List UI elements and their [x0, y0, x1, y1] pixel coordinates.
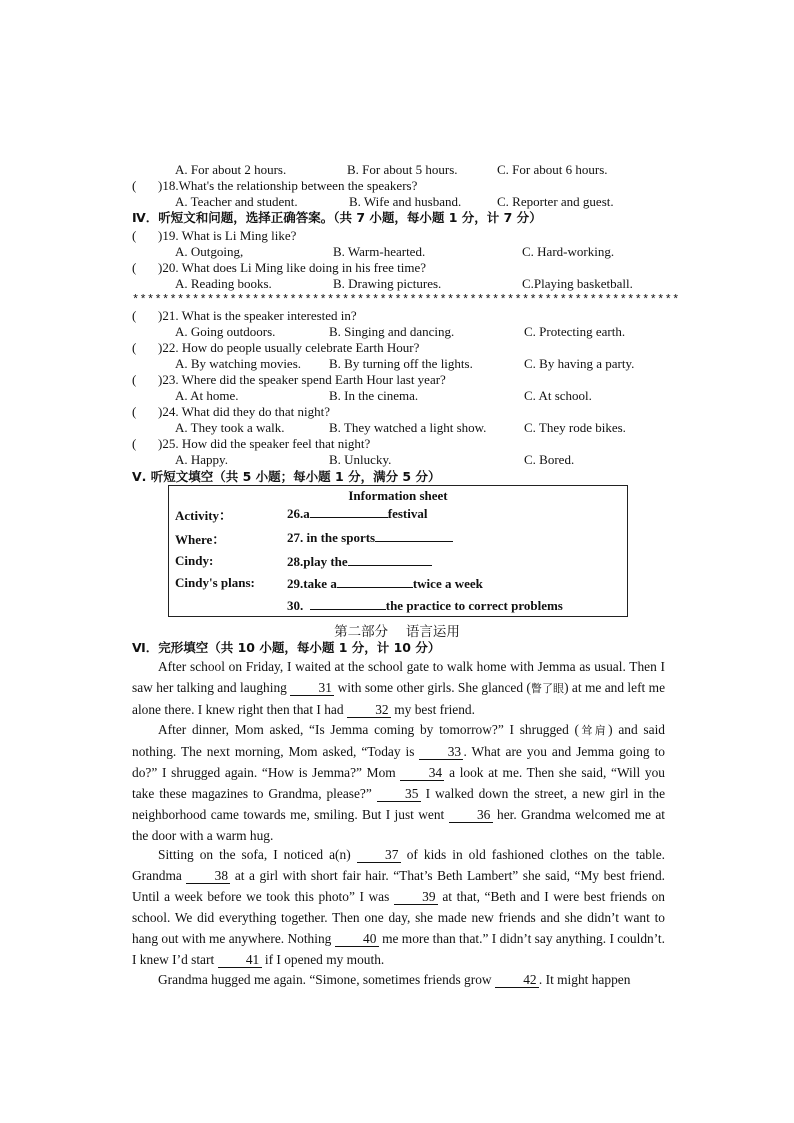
q23-bracket: (	[132, 372, 137, 387]
q20-option-c: C.Playing basketball.	[522, 276, 633, 291]
q23-option-b: B. In the cinema.	[329, 388, 419, 403]
q24-bracket: (	[132, 404, 137, 419]
passage-paragraph-2	[132, 720, 665, 846]
q25-option-c: C. Bored.	[524, 452, 575, 467]
q22-stem: )22. How do people usually celebrate Earth Hour?	[158, 340, 420, 355]
q22-option-a: A. By watching movies.	[175, 356, 302, 371]
q21-option-c: C. Protecting earth.	[524, 324, 626, 339]
q19-option-b: B. Warm-hearted.	[333, 244, 426, 259]
q18-stem: )18.What's the relationship between the speakers?	[158, 178, 418, 193]
info-item-26	[287, 505, 427, 522]
blank-37[interactable]: 37	[357, 848, 401, 863]
q18-option-b: B. Wife and husband.	[349, 194, 462, 209]
q20-option-a: A. Reading books.	[175, 276, 272, 291]
q20-option-b: B. Drawing pictures.	[333, 276, 442, 291]
q19-option-a: A. Outgoing,	[175, 244, 244, 259]
passage-text: at a girl with short fair hair. “That’s Beth Lambert” she said, “My best friend. Until a week before we took this photo” I was	[132, 867, 665, 904]
info-sheet-title: Information sheet	[348, 488, 448, 503]
blank-28[interactable]	[348, 553, 432, 566]
q22-bracket: (	[132, 340, 137, 355]
blank-35[interactable]: 35	[377, 787, 421, 802]
blank-40[interactable]: 40	[335, 932, 379, 947]
q19-bracket: (	[132, 228, 137, 243]
passage-text: . It might happen	[538, 972, 631, 987]
info-label-cindy: Cindy:	[175, 553, 214, 568]
q23-stem: )23. Where did the speaker spend Earth Hour last year?	[158, 372, 446, 387]
blank-32[interactable]: 32	[347, 703, 391, 718]
info-item-28	[287, 553, 432, 570]
q24-option-a: A. They took a walk.	[175, 420, 285, 435]
q24-option-c: C. They rode bikes.	[524, 420, 626, 435]
blank-31[interactable]: 31	[290, 681, 334, 696]
q23-option-c: C. At school.	[524, 388, 592, 403]
passage-text: ) at me and left me alone there. I knew right then that I had	[132, 679, 666, 717]
passage-text: me more than that.” I didn’t say anything. I couldn’t. I knew I’d start	[132, 930, 665, 967]
info-label-activity: Activity：	[175, 508, 233, 523]
q25-stem: )25. How did the speaker feel that night?	[158, 436, 371, 451]
q24-option-b: B. They watched a light show.	[329, 420, 487, 435]
section-4-title: Ⅳ．听短文和问题，选择正确答案。（共 7 小题，每小题 1 分，计 7 分）	[132, 210, 542, 225]
passage-text: . What are you and Jemma going to do?” I shrugged again. “How is Jemma?” Mom	[132, 743, 665, 780]
passage-text: a look at me. Then she said, “Will you take these magazines to Grandma, please?”	[132, 764, 665, 801]
q21-option-a: A. Going outdoors.	[175, 324, 276, 339]
q18-bracket: (	[132, 178, 137, 193]
blank-41[interactable]: 41	[218, 953, 262, 968]
q22-option-b: B. By turning off the lights.	[329, 356, 473, 371]
section-5-title: Ⅴ. 听短文填空（共 5 小题；每小题 1 分，满分 5 分）	[132, 469, 441, 484]
information-sheet	[168, 485, 628, 617]
q19-option-c: C. Hard-working.	[522, 244, 615, 259]
q21-option-b: B. Singing and dancing.	[329, 324, 455, 339]
q18-option-a: A. Teacher and student.	[175, 194, 298, 209]
blank-38[interactable]: 38	[186, 869, 230, 884]
q25-option-b: B. Unlucky.	[329, 452, 392, 467]
blank-27[interactable]	[375, 529, 453, 542]
info-label-cindys-plans: Cindy's plans:	[175, 575, 255, 590]
q17-option-c: C. For about 6 hours.	[497, 162, 608, 177]
divider-stars: *************************************************************************	[132, 293, 680, 307]
info-item-30	[287, 597, 563, 614]
passage-text: After school on Friday, I waited at the school gate to walk home with Jemma as usual. Then I saw her talking and laughing	[132, 659, 665, 695]
info-item-27-text: 27. in the sports	[287, 530, 376, 545]
q20-bracket: (	[132, 260, 137, 275]
q17-option-b: B. For about 5 hours.	[347, 162, 458, 177]
section-6-title: Ⅵ．完形填空（共 10 小题，每小题 1 分，计 10 分）	[132, 640, 441, 655]
q18-option-c: C. Reporter and guest.	[497, 194, 614, 209]
info-item-29-text: 29.take a	[287, 576, 337, 591]
info-item-28-text: 28.play the	[287, 554, 348, 569]
passage-text: After dinner, Mom asked, “Is Jemma coming by tomorrow?” I shrugged (	[158, 722, 579, 737]
passage-text: at that, “Beth and I were best friends on school. We did everything together. Then one day, she made new friends and she didn’t want to hang out with me anywhere. Nothing	[132, 888, 665, 946]
blank-34[interactable]: 34	[400, 766, 444, 781]
gloss-shrugged: 耸肩	[579, 724, 609, 737]
passage-paragraph-3	[132, 845, 665, 970]
info-item-26-suffix: festival	[387, 506, 428, 521]
passage-paragraph-4	[132, 970, 665, 991]
part-2-title: 第二部分 语言运用	[334, 624, 460, 640]
gloss-glanced: 瞥了眼	[530, 681, 565, 695]
q25-option-a: A. Happy.	[175, 452, 228, 467]
blank-29[interactable]	[337, 575, 413, 588]
passage-text: I walked down the street, a new girl in the neighborhood came towards me, smiling. But I just went	[132, 785, 666, 822]
passage-text: Sitting on the sofa, I noticed a(n)	[158, 847, 357, 862]
blank-42[interactable]: 42	[495, 973, 539, 988]
info-item-27	[287, 529, 453, 546]
q17-option-a: A. For about 2 hours.	[175, 162, 287, 177]
q23-option-a: A. At home.	[175, 388, 239, 403]
passage-text: Grandma hugged me again. “Simone, sometimes friends grow	[158, 972, 495, 987]
q25-bracket: (	[132, 436, 137, 451]
info-item-29	[287, 575, 483, 592]
blank-39[interactable]: 39	[394, 890, 438, 905]
q22-option-c: C. By having a party.	[524, 356, 635, 371]
info-item-30-text: 30.	[287, 598, 304, 613]
passage-text: ) and said nothing. The next morning, Mom asked, “Today is	[132, 722, 666, 759]
q24-stem: )24. What did they do that night?	[158, 404, 330, 419]
passage-text: my best friend.	[390, 701, 475, 717]
blank-33[interactable]: 33	[419, 745, 463, 760]
info-item-30-suffix: the practice to correct problems	[385, 598, 563, 613]
info-label-where: Where：	[175, 532, 226, 547]
q21-stem: )21. What is the speaker interested in?	[158, 308, 357, 323]
passage-paragraph-1	[132, 657, 665, 721]
blank-30[interactable]	[310, 597, 386, 610]
q21-bracket: (	[132, 308, 137, 323]
info-item-29-suffix: twice a week	[412, 576, 483, 591]
passage-text: her. Grandma welcomed me at the door with a warm hug.	[132, 806, 665, 843]
passage-text: with some other girls. She glanced (	[334, 679, 531, 695]
blank-26[interactable]	[310, 505, 388, 518]
q20-stem: )20. What does Li Ming like doing in his free time?	[158, 260, 427, 275]
passage-text: of kids in old fashioned clothes on the table. Grandma	[132, 847, 665, 883]
passage-text: if I opened my mouth.	[261, 951, 385, 967]
q19-stem: )19. What is Li Ming like?	[158, 228, 297, 243]
info-item-26-text: 26.a	[287, 506, 310, 521]
blank-36[interactable]: 36	[449, 808, 493, 823]
